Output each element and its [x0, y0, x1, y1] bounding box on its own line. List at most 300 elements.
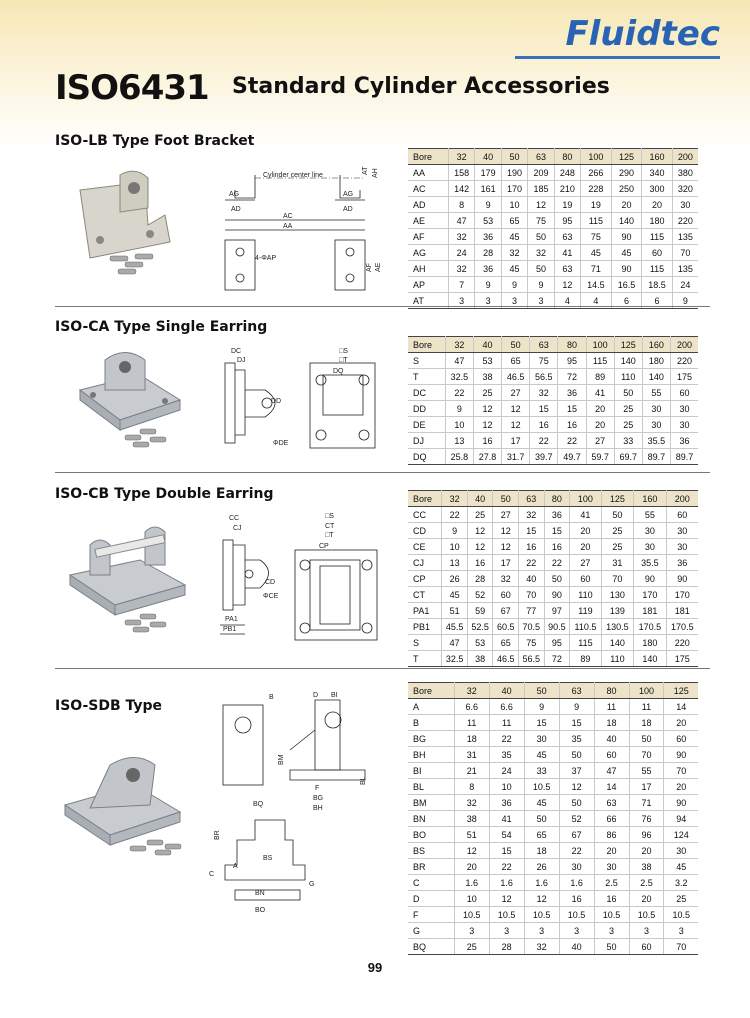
dimension-value: 320 [672, 181, 698, 197]
dimension-value: 38 [454, 811, 489, 827]
dimension-value: 27.8 [473, 449, 501, 465]
dimension-value: 32 [524, 939, 559, 955]
dimension-value: 210 [554, 181, 580, 197]
section-title-cb: ISO-CB Type Double Earring [55, 486, 274, 502]
dimension-value: 67 [559, 827, 594, 843]
double-earring-drawing [215, 510, 395, 660]
dimension-value: 20 [629, 843, 664, 859]
dimension-value: 55 [642, 385, 670, 401]
dimension-value: 22 [530, 433, 558, 449]
dimension-code: AP [408, 277, 448, 293]
dimension-value: 16.5 [611, 277, 642, 293]
section-divider [55, 472, 710, 473]
dimension-value: 11 [594, 699, 629, 715]
dimension-value: 12 [502, 417, 530, 433]
dimension-value: 41 [586, 385, 614, 401]
dimension-value: 63 [554, 261, 580, 277]
header-bore: Bore [408, 491, 442, 507]
dimension-value: 4 [554, 293, 580, 309]
dimension-value: 51 [454, 827, 489, 843]
dimension-value: 52 [467, 587, 493, 603]
dimension-value: 69.7 [614, 449, 642, 465]
svg-text:CJ: CJ [233, 525, 242, 532]
dimension-code: C [408, 875, 454, 891]
header-bore-size: 32 [454, 683, 489, 699]
dimension-value: 30 [559, 859, 594, 875]
dimension-value: 30 [634, 539, 666, 555]
table-row [408, 587, 698, 603]
dimension-value: 6 [642, 293, 673, 309]
header-bore: Bore [408, 337, 445, 353]
dimension-value: 30 [642, 401, 670, 417]
dimension-value: 32 [530, 385, 558, 401]
dimension-value: 170 [634, 587, 666, 603]
dimension-value: 35 [559, 731, 594, 747]
svg-text:A: A [233, 863, 238, 870]
dimension-value: 190 [501, 165, 527, 181]
header-bore-size: 50 [524, 683, 559, 699]
dimension-value: 89 [586, 369, 614, 385]
svg-text:ΦCE: ΦCE [263, 593, 279, 600]
dimension-value: 20 [629, 891, 664, 907]
svg-text:G: G [309, 881, 315, 888]
single-earring-drawing [215, 345, 395, 460]
dimension-value: 20 [594, 843, 629, 859]
svg-text:PB1: PB1 [223, 626, 237, 633]
dimension-value: 3 [448, 293, 474, 309]
dimension-value: 185 [528, 181, 554, 197]
dimension-code: DE [408, 417, 445, 433]
table-row [408, 539, 698, 555]
dimension-value: 90 [634, 571, 666, 587]
dimension-value: 16 [544, 539, 570, 555]
dimension-value: 70 [664, 939, 698, 955]
dimension-value: 70.5 [519, 619, 545, 635]
dimension-value: 3 [475, 293, 501, 309]
dimension-value: 27 [493, 507, 519, 523]
table-row [408, 811, 698, 827]
dimension-value: 28 [475, 245, 501, 261]
dimension-value: 10 [454, 891, 489, 907]
svg-text:BN: BN [255, 890, 265, 897]
dimension-value: 90 [611, 229, 642, 245]
dimension-value: 89.7 [642, 449, 670, 465]
dimension-value: 175 [666, 651, 698, 667]
dimension-value: 25 [614, 401, 642, 417]
dimension-value: 266 [581, 165, 612, 181]
dimension-value: 45 [501, 229, 527, 245]
header-bore-size: 50 [502, 337, 530, 353]
dimension-value: 97 [544, 603, 570, 619]
dimension-value: 50 [528, 261, 554, 277]
dimension-value: 30 [642, 417, 670, 433]
dimension-value: 14 [664, 699, 698, 715]
dimension-code: PA1 [408, 603, 442, 619]
dimension-value: 10 [489, 779, 524, 795]
table-row [408, 715, 698, 731]
dimension-value: 32 [519, 507, 545, 523]
dimension-value: 19 [554, 197, 580, 213]
dimension-value: 47 [594, 763, 629, 779]
dimension-code: T [408, 651, 442, 667]
dimension-value: 75 [519, 635, 545, 651]
dimension-value: 16 [519, 539, 545, 555]
dimension-code: T [408, 369, 445, 385]
dimension-value: 27 [586, 433, 614, 449]
svg-text:CC: CC [229, 515, 240, 522]
dimension-value: 119 [570, 603, 602, 619]
table-row [408, 245, 698, 261]
header-bore: Bore [408, 683, 454, 699]
dimension-value: 40 [594, 731, 629, 747]
svg-text:AD: AD [231, 206, 241, 213]
dimension-value: 53 [473, 353, 501, 369]
dimension-value: 55 [629, 763, 664, 779]
dimension-value: 3 [501, 293, 527, 309]
table-row [408, 763, 698, 779]
dimension-value: 12 [467, 539, 493, 555]
hole-label: 4-ΦAP [255, 255, 277, 262]
svg-text:BM: BM [278, 754, 285, 765]
table-row [408, 181, 698, 197]
dimension-value: 41 [554, 245, 580, 261]
dimension-value: 27 [502, 385, 530, 401]
dimension-value: 3 [594, 923, 629, 939]
dimension-value: 16 [558, 417, 586, 433]
dimension-value: 25.8 [445, 449, 473, 465]
dimension-value: 9 [501, 277, 527, 293]
svg-text:BS: BS [263, 855, 273, 862]
dimension-value: 10.5 [524, 779, 559, 795]
foot-bracket-photo [70, 170, 190, 280]
dimension-value: 60.5 [493, 619, 519, 635]
dimension-value: 32 [448, 229, 474, 245]
svg-text:CD: CD [265, 579, 276, 586]
dimension-value: 56.5 [530, 369, 558, 385]
dimension-value: 10.5 [664, 907, 698, 923]
dimension-value: 3 [559, 923, 594, 939]
dimension-value: 10.5 [559, 907, 594, 923]
dimension-value: 9 [672, 293, 698, 309]
section-divider [55, 668, 710, 669]
header-bore-size: 50 [493, 491, 519, 507]
dimension-value: 32 [528, 245, 554, 261]
dimension-value: 45 [611, 245, 642, 261]
table-header-row [408, 149, 698, 165]
header-bore-size: 160 [642, 337, 670, 353]
dimension-value: 10.5 [629, 907, 664, 923]
header-bore-size: 32 [442, 491, 468, 507]
dimension-value: 15 [558, 401, 586, 417]
dimension-value: 33 [524, 763, 559, 779]
dimension-value: 12 [559, 779, 594, 795]
table-row [408, 433, 698, 449]
dimension-value: 180 [642, 213, 673, 229]
dimension-value: 45 [442, 587, 468, 603]
header-bore-size: 63 [519, 491, 545, 507]
dimension-code: AE [408, 213, 448, 229]
dimension-value: 36 [475, 229, 501, 245]
dimension-value: 115 [570, 635, 602, 651]
dimension-value: 15 [489, 843, 524, 859]
dimension-value: 60 [671, 385, 699, 401]
dimension-value: 65 [524, 827, 559, 843]
dimension-value: 65 [502, 353, 530, 369]
svg-text:□S: □S [325, 513, 334, 520]
svg-text:D: D [313, 692, 319, 699]
dimension-value: 24 [489, 763, 524, 779]
dimension-value: 52.5 [467, 619, 493, 635]
table-row [408, 699, 698, 715]
dimension-value: 124 [664, 827, 698, 843]
dimension-value: 16 [530, 417, 558, 433]
section-title-ca: ISO-CA Type Single Earring [55, 319, 268, 335]
header-bore-size: 63 [559, 683, 594, 699]
header-bore-size: 40 [475, 149, 501, 165]
dimension-value: 8 [448, 197, 474, 213]
dimension-value: 9 [445, 401, 473, 417]
table-row [408, 939, 698, 955]
dimension-value: 8 [454, 779, 489, 795]
dimension-value: 14.5 [581, 277, 612, 293]
dimension-value: 170 [666, 587, 698, 603]
table-row [408, 449, 698, 465]
page-title: ISO6431 [55, 68, 209, 108]
svg-text:BL: BL [360, 776, 367, 785]
dimension-value: 15 [524, 715, 559, 731]
dimension-value: 161 [475, 181, 501, 197]
dimension-value: 59.7 [586, 449, 614, 465]
dimension-value: 72 [558, 369, 586, 385]
dimension-value: 95 [558, 353, 586, 369]
dimension-value: 140 [634, 651, 666, 667]
dimension-value: 36 [475, 261, 501, 277]
lb-spec-table [408, 148, 698, 309]
dimension-value: 9 [528, 277, 554, 293]
dimension-value: 15 [544, 523, 570, 539]
dimension-value: 4 [581, 293, 612, 309]
table-row [408, 213, 698, 229]
dimension-value: 45 [524, 747, 559, 763]
dimension-value: 25 [614, 417, 642, 433]
dimension-value: 37 [559, 763, 594, 779]
dimension-value: 16 [467, 555, 493, 571]
header-bore-size: 125 [664, 683, 698, 699]
dimension-value: 72 [544, 651, 570, 667]
dimension-value: 25 [601, 539, 633, 555]
dimension-value: 115 [642, 261, 673, 277]
dimension-code: CE [408, 539, 442, 555]
single-earring-photo [65, 345, 195, 455]
dimension-value: 13 [442, 555, 468, 571]
dimension-value: 1.6 [454, 875, 489, 891]
svg-text:□S: □S [339, 348, 348, 355]
dimension-value: 39.7 [530, 449, 558, 465]
dimension-value: 22 [559, 843, 594, 859]
dimension-value: 30 [664, 843, 698, 859]
dimension-value: 228 [581, 181, 612, 197]
table-row [408, 507, 698, 523]
dimension-value: 30 [672, 197, 698, 213]
dimension-code: BL [408, 779, 454, 795]
table-row [408, 555, 698, 571]
dimension-code: AF [408, 229, 448, 245]
dimension-value: 45 [581, 245, 612, 261]
dimension-value: 300 [642, 181, 673, 197]
dimension-value: 12 [528, 197, 554, 213]
dimension-value: 22 [489, 731, 524, 747]
dimension-value: 90 [611, 261, 642, 277]
dimension-value: 290 [611, 165, 642, 181]
table-row [408, 875, 698, 891]
dimension-value: 50 [629, 731, 664, 747]
svg-text:AA: AA [283, 223, 293, 230]
dimension-value: 30 [666, 523, 698, 539]
dimension-value: 60 [570, 571, 602, 587]
dimension-value: 71 [581, 261, 612, 277]
dimension-code: CP [408, 571, 442, 587]
svg-text:PA1: PA1 [225, 616, 238, 623]
dimension-value: 9 [559, 699, 594, 715]
dimension-value: 380 [672, 165, 698, 181]
dimension-value: 54 [489, 827, 524, 843]
dimension-value: 220 [672, 213, 698, 229]
svg-text:AT: AT [362, 166, 369, 175]
dimension-value: 15 [530, 401, 558, 417]
dimension-value: 50 [559, 795, 594, 811]
dimension-value: 20 [642, 197, 673, 213]
dimension-code: DJ [408, 433, 445, 449]
svg-text:BH: BH [313, 805, 323, 812]
dimension-value: 77 [519, 603, 545, 619]
dimension-value: 90.5 [544, 619, 570, 635]
cb-spec-table [408, 490, 698, 667]
dimension-code: BQ [408, 939, 454, 955]
dimension-value: 45 [524, 795, 559, 811]
dimension-value: 95 [544, 635, 570, 651]
dimension-value: 94 [664, 811, 698, 827]
dimension-value: 45.5 [442, 619, 468, 635]
dimension-value: 140 [611, 213, 642, 229]
dimension-code: S [408, 635, 442, 651]
dimension-value: 75 [530, 353, 558, 369]
dimension-value: 130 [601, 587, 633, 603]
table-row [408, 277, 698, 293]
dimension-value: 47 [448, 213, 474, 229]
svg-text:F: F [315, 785, 320, 792]
dimension-value: 30 [524, 731, 559, 747]
table-row [408, 635, 698, 651]
dimension-value: 31 [454, 747, 489, 763]
dimension-value: 135 [672, 261, 698, 277]
table-row [408, 353, 698, 369]
section-divider [55, 306, 710, 307]
dimension-value: 32.5 [445, 369, 473, 385]
dimension-code: DD [408, 401, 445, 417]
header-bore-size: 125 [601, 491, 633, 507]
dimension-value: 50 [559, 747, 594, 763]
dimension-value: 130.5 [601, 619, 633, 635]
dimension-value: 21 [454, 763, 489, 779]
sdb-bracket-drawing [205, 690, 400, 920]
table-row [408, 369, 698, 385]
dimension-value: 17 [493, 555, 519, 571]
dimension-value: 3 [664, 923, 698, 939]
dimension-code: B [408, 715, 454, 731]
svg-text:AE: AE [375, 262, 382, 272]
dimension-value: 24 [448, 245, 474, 261]
dimension-value: 25 [467, 507, 493, 523]
section-title-lb: ISO-LB Type Foot Bracket [55, 133, 255, 149]
sdb-bracket-photo [55, 750, 195, 865]
dimension-value: 22 [558, 433, 586, 449]
dimension-code: AC [408, 181, 448, 197]
dimension-value: 10 [501, 197, 527, 213]
dimension-value: 60 [664, 731, 698, 747]
dimension-value: 40 [559, 939, 594, 955]
dimension-value: 16 [473, 433, 501, 449]
dimension-value: 75 [581, 229, 612, 245]
table-header-row [408, 491, 698, 507]
dimension-value: 36 [666, 555, 698, 571]
dimension-value: 60 [666, 507, 698, 523]
dimension-value: 60 [642, 245, 673, 261]
dimension-value: 50 [544, 571, 570, 587]
svg-text:B: B [269, 694, 274, 701]
dimension-value: 12 [473, 417, 501, 433]
svg-text:ΦDE: ΦDE [273, 440, 289, 447]
dimension-code: D [408, 891, 454, 907]
header-bore-size: 160 [642, 149, 673, 165]
dimension-value: 18 [524, 843, 559, 859]
dimension-value: 20 [586, 401, 614, 417]
dimension-value: 248 [554, 165, 580, 181]
dimension-value: 12 [454, 843, 489, 859]
dimension-value: 220 [671, 353, 699, 369]
dimension-value: 25 [454, 939, 489, 955]
header-bore: Bore [408, 149, 448, 165]
dimension-value: 16 [594, 891, 629, 907]
dimension-value: 12 [502, 401, 530, 417]
dimension-value: 45 [501, 261, 527, 277]
dimension-value: 38 [473, 369, 501, 385]
dimension-value: 180 [634, 635, 666, 651]
dimension-value: 142 [448, 181, 474, 197]
dimension-value: 89 [570, 651, 602, 667]
dimension-value: 10.5 [489, 907, 524, 923]
dimension-value: 110 [570, 587, 602, 603]
dimension-value: 86 [594, 827, 629, 843]
header-bore-size: 50 [501, 149, 527, 165]
header-bore-size: 40 [489, 683, 524, 699]
dimension-value: 20 [586, 417, 614, 433]
table-row [408, 261, 698, 277]
dimension-value: 20 [570, 523, 602, 539]
header-bore-size: 80 [594, 683, 629, 699]
dimension-code: G [408, 923, 454, 939]
dimension-value: 32 [448, 261, 474, 277]
dimension-code: AG [408, 245, 448, 261]
dimension-value: 9 [442, 523, 468, 539]
dimension-value: 11 [489, 715, 524, 731]
svg-text:AH: AH [372, 168, 379, 178]
table-header-row [408, 683, 698, 699]
header-bore-size: 40 [467, 491, 493, 507]
dimension-value: 6 [611, 293, 642, 309]
dimension-code: S [408, 353, 445, 369]
dimension-value: 24 [672, 277, 698, 293]
dimension-value: 32 [493, 571, 519, 587]
